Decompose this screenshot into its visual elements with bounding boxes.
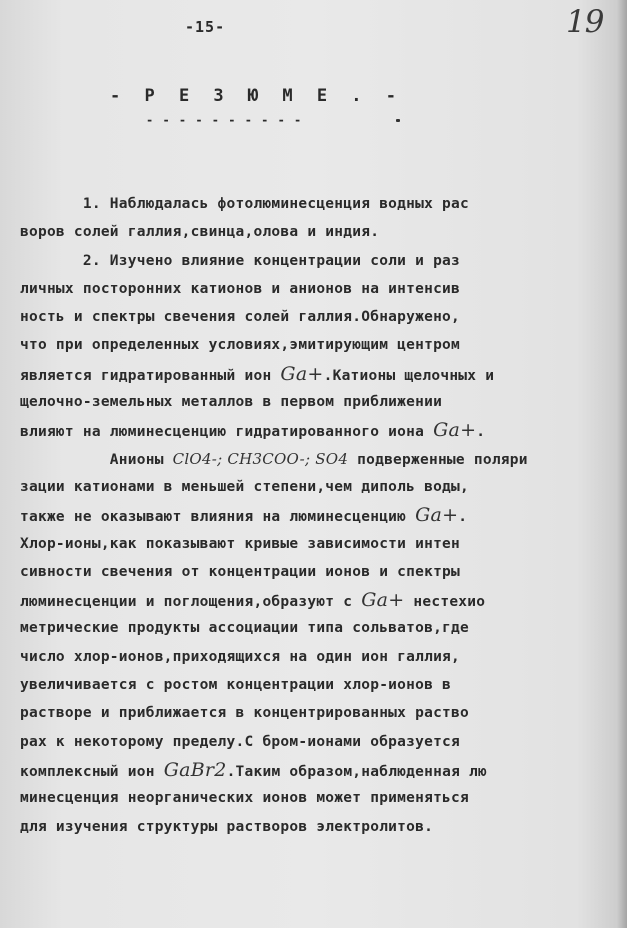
typed-text: влияют на люминесценцию гидратированного иона <box>20 424 434 441</box>
typed-text: число хлор-ионов,приходящихся на один ион галлия, <box>20 648 461 665</box>
ink-mark <box>396 119 400 122</box>
text-line <box>20 331 610 359</box>
text-line <box>20 303 610 331</box>
title-underline: - - - - - - - - - - <box>146 113 303 127</box>
typed-text: . <box>476 424 486 441</box>
typed-text: что при определенных условиях,эмитирующим центром <box>20 337 461 354</box>
text-line <box>20 445 610 473</box>
typed-text: щелочно-земельных металлов в первом приближении <box>20 394 443 411</box>
typed-text: ность и спектры свечения солей галлия.Обнаружено, <box>20 309 461 326</box>
typed-text: .Таким образом,наблюденная лю <box>226 763 487 780</box>
handwritten-formula: Ga+ <box>361 589 405 612</box>
text-line <box>20 728 610 756</box>
text-line <box>20 643 610 671</box>
typed-text: Анионы <box>20 451 173 468</box>
handwritten-formula: ClO4-; CH3COO-; SO4 <box>172 449 349 468</box>
text-line <box>20 416 610 444</box>
text-line <box>20 699 610 727</box>
text-line <box>20 247 610 275</box>
text-line <box>20 530 610 558</box>
text-line <box>20 813 610 841</box>
text-line <box>20 784 610 812</box>
typed-text: минесценция неорганических ионов может применяться <box>20 790 469 807</box>
text-line <box>20 360 610 388</box>
typed-text: метрические продукты ассоциации типа сольватов,где <box>20 620 469 637</box>
typed-text: воров солей галлия,свинца,олова и индия. <box>20 224 380 241</box>
typed-text: растворе и приближается в концентрированных раство <box>20 705 469 722</box>
text-line <box>20 558 610 586</box>
page-edge-shadow <box>617 0 627 928</box>
typed-text: 1. Наблюдалась фотолюминесценция водных рас <box>20 196 469 212</box>
handwritten-formula: Ga+ <box>280 362 324 385</box>
text-line <box>20 388 610 416</box>
typed-text: сивности свечения от концентрации ионов и спектры <box>20 563 461 580</box>
typed-text: зации катионами в меньшей степени,чем диполь воды, <box>20 478 469 495</box>
page-number: -15- <box>185 18 226 36</box>
typed-text: Хлор-ионы,как показывают кривые зависимости интен <box>20 535 461 552</box>
typed-text: комплексный ион <box>20 763 164 780</box>
typed-text: .Катионы щелочных и <box>323 367 495 384</box>
text-line <box>20 586 610 614</box>
typed-text: также не оказывают влияния на люминесценцию <box>20 509 416 526</box>
typed-text: 2. Изучено влияние концентрации соли и раз <box>20 252 461 269</box>
page-title: - Р Е З Ю М Е . - <box>110 86 403 106</box>
text-line <box>20 473 610 501</box>
handwritten-formula: Ga+ <box>415 504 459 527</box>
typed-text: рах к некоторому пределу.С бром-ионами образуется <box>20 733 461 750</box>
handwritten-formula: Ga+ <box>433 419 477 442</box>
typed-text: . <box>458 509 468 526</box>
typed-text: подверженные поляри <box>348 451 528 468</box>
handwritten-archive-number: 19 <box>566 4 604 40</box>
text-line <box>20 190 610 218</box>
summary-body <box>20 190 610 841</box>
text-line <box>20 614 610 642</box>
handwritten-formula: GaBr2 <box>163 758 227 781</box>
typed-text: личных посторонних катионов и анионов на интенсив <box>20 280 461 297</box>
typed-text: люминесценции и поглощения,образуют с <box>20 594 362 611</box>
typed-text: является гидратированный ион <box>20 367 281 384</box>
text-line <box>20 275 610 303</box>
text-line <box>20 501 610 529</box>
text-line <box>20 671 610 699</box>
typed-text: для изучения структуры растворов электролитов. <box>20 818 434 835</box>
text-line <box>20 756 610 784</box>
typed-text: нестехио <box>404 594 486 611</box>
typed-text: увеличивается с ростом концентрации хлор-ионов в <box>20 677 452 694</box>
text-line <box>20 218 610 246</box>
